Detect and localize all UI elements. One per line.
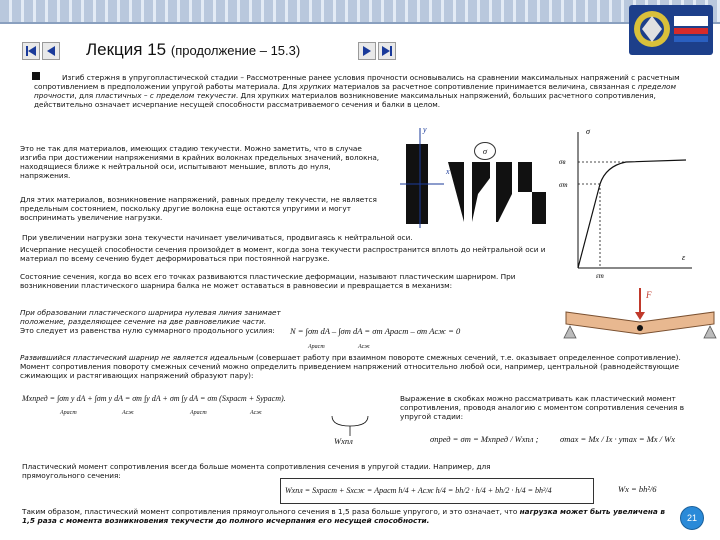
paragraph-intro: [34, 73, 690, 109]
axis-y-label: y: [423, 125, 427, 134]
left-support: [564, 326, 576, 338]
intro-lead: Изгиб стержня в упругопластической стадии – Рассмотренные ранее условия прочности основывались на сравнении максимальных напряжений с расчетным сопротивлением в предположении упругой работы материала. Для: [34, 73, 680, 92]
stress-block-partial: [472, 162, 490, 222]
sigma-pred-formula: σпред = σт = Mxпред / Wxпл ;: [430, 434, 539, 444]
hinge-point: [637, 325, 643, 331]
plastic-hinge-beam-diagram: [560, 282, 720, 348]
stress-distribution-diagram: [400, 122, 570, 230]
last-slide-icon: [379, 43, 395, 59]
force-arrow-head: [635, 312, 645, 320]
intro-italic-yield: пластичных – с пределом текучести: [95, 91, 236, 101]
axis-x-label: x: [446, 167, 450, 176]
force-label: F: [646, 290, 652, 300]
conclusion-lead: Таким образом, пластический момент сопротивления прямоугольного сечения в 1,5 раза больше упругого, и это означает, что: [22, 507, 518, 516]
moment-sub-1: Aраст: [60, 410, 77, 416]
next-slide-button[interactable]: [358, 42, 376, 60]
curve-sigma-t-label: σт: [559, 181, 568, 189]
stress-block-advanced: [496, 162, 512, 222]
paragraph-non-ideal-hinge: [20, 353, 708, 380]
slide-title-paren: (продолжение – 15.3): [170, 43, 301, 58]
paragraph-rectangular: Пластический момент сопротивления всегда больше момента сопротивления сечения в упругой стадии. Например, для прямоугольного сечения:: [22, 462, 491, 481]
university-logo-icon: [628, 2, 714, 58]
last-slide-button[interactable]: [378, 42, 396, 60]
curve-line: [578, 160, 686, 268]
first-slide-button[interactable]: [22, 42, 40, 60]
stress-block-plastic-bottom: [532, 192, 546, 224]
non-ideal-italic: Развившийся пластический шарнир не является идеальным: [20, 353, 254, 362]
intro-tail: . Для хрупких материалов возникновение максимальных напряжений, больших расчетного сопротивления, действительно означает исчерпание несущей способности рассматриваемого сечения и балки в целом.: [34, 91, 656, 110]
paragraph-neutral-line: [20, 308, 282, 335]
paragraph-not-limit: Для этих материалов, возникновение напряжений, равных пределу текучести, не является предельным состоянием, поскольку другие волокна еще остаются упругими и могут воспринимать увеличение нагрузки.: [20, 195, 377, 223]
next-slide-icon: [359, 43, 375, 59]
sigma-circle-label: [474, 142, 496, 160]
n-equation-sub-right: Aсж: [358, 344, 370, 350]
right-support: [704, 326, 716, 338]
stress-block-plastic-top: [518, 162, 532, 192]
moment-sub-4: Aсж: [250, 410, 262, 416]
paragraph-exhaustion: Исчерпание несущей способности сечения произойдет в момент, когда зона текучести распространится вплоть до нейтральной оси и материал по всему сечению будет деформироваться при постоянной нагрузке.: [20, 245, 546, 264]
header-stripe-bar: [0, 0, 720, 24]
sigma-max-formula: σmax = Mx / Ix · ymax = Mx / Wx: [560, 434, 676, 444]
intro-italic-strength: пределом прочности: [34, 82, 676, 101]
wpl-brace: [330, 414, 370, 438]
intro-mid1: материалов за расчетное сопротивление принимается величина, связанная с: [333, 82, 636, 92]
prev-slide-button[interactable]: [42, 42, 60, 60]
w-rect-formula: Wx = bh²/6: [618, 484, 657, 494]
moment-sub-2: Aсж: [122, 410, 134, 416]
moment-sub-3: Aраст: [190, 410, 207, 416]
first-slide-icon: [23, 43, 39, 59]
paragraph-yield-stage: Это не так для материалов, имеющих стадию текучести. Можно заметить, что в случае изгиба при достижении напряжениями в крайних волокнах предельных значений, волокна, находящиеся ближе к нейтральной оси, испытывают меньшие, вплоть до нуля, напряжения.: [20, 144, 380, 181]
intro-italic-brittle: хрупких: [299, 82, 331, 92]
curve-sigma-b-label: σв: [559, 158, 566, 166]
sigma-circle-text: σ: [482, 146, 488, 156]
paragraph-conclusion: [22, 507, 670, 525]
paragraph-plastic-moment: Выражение в скобках можно рассматривать как пластический момент сопротивления, проводя аналогию с моментом сопротивления сечения в упругой стадии:: [400, 394, 685, 422]
conclusion-italic: нагрузка может быть увеличена в 1,5 раза с момента возникновения текучести до полного исчерпания его несущей способности.: [22, 507, 665, 526]
moment-equation: Mxпред = ∫σт y dA + ∫σт y dA = σт ∫y dA + σт ∫y dA = σт (Sxраст + Syраст).: [22, 394, 286, 403]
neutral-line-italic: При образовании пластического шарнира нулевая линия занимает положение, разделяющее сечение на две равновеликие части.: [20, 308, 281, 327]
paragraph-zone-grows: При увеличении нагрузки зона текучести начинает увеличиваться, продвигаясь к нейтральной оси.: [22, 233, 413, 242]
curve-eps-t-label: εт: [596, 272, 604, 280]
stress-block-elastic: [448, 162, 464, 222]
page-number-badge: 21: [680, 506, 704, 530]
non-ideal-rest: (совершает работу при взаимном повороте смежных сечений, т.е. оказывает определенное сопротивление). Момент сопротивления повороту смежных сечений можно определить приведением напряжений относительно любой оси, например, центральной (равнодействующие сжимающих и растягивающих напряжений образуют пару):: [20, 353, 681, 381]
wpl-rect-formula: Wxпл = Sxраст + Sxсж = Aраст h/4 + Aсж h/4 = bh/2 · h/4 + bh/2 · h/4 = bh²/4: [280, 478, 594, 504]
slide-title: [86, 40, 300, 60]
neutral-line-rest: Это следует из равенства нулю суммарного продольного усилия:: [20, 326, 275, 336]
n-equation: N = ∫σт dA – ∫σт dA = σт Aраст – σт Aсж = 0: [290, 326, 461, 336]
university-logo: [628, 2, 714, 58]
curve-eps-label: ε: [682, 253, 686, 262]
n-equation-sub-left: Aраст: [308, 344, 325, 350]
prev-slide-icon: [43, 43, 59, 59]
intro-mid2: , для: [74, 91, 94, 101]
curve-sigma-label: σ: [586, 127, 590, 136]
slide-title-main: Лекция 15: [86, 40, 167, 59]
paragraph-plastic-hinge: Состояние сечения, когда во всех его точках развиваются пластические деформации, называют пластическим шарниром. При возникновении пластического шарнира балка не может оставаться в равновесии и превращается в механизм:: [20, 272, 516, 291]
wpl-label: Wxпл: [334, 436, 353, 446]
